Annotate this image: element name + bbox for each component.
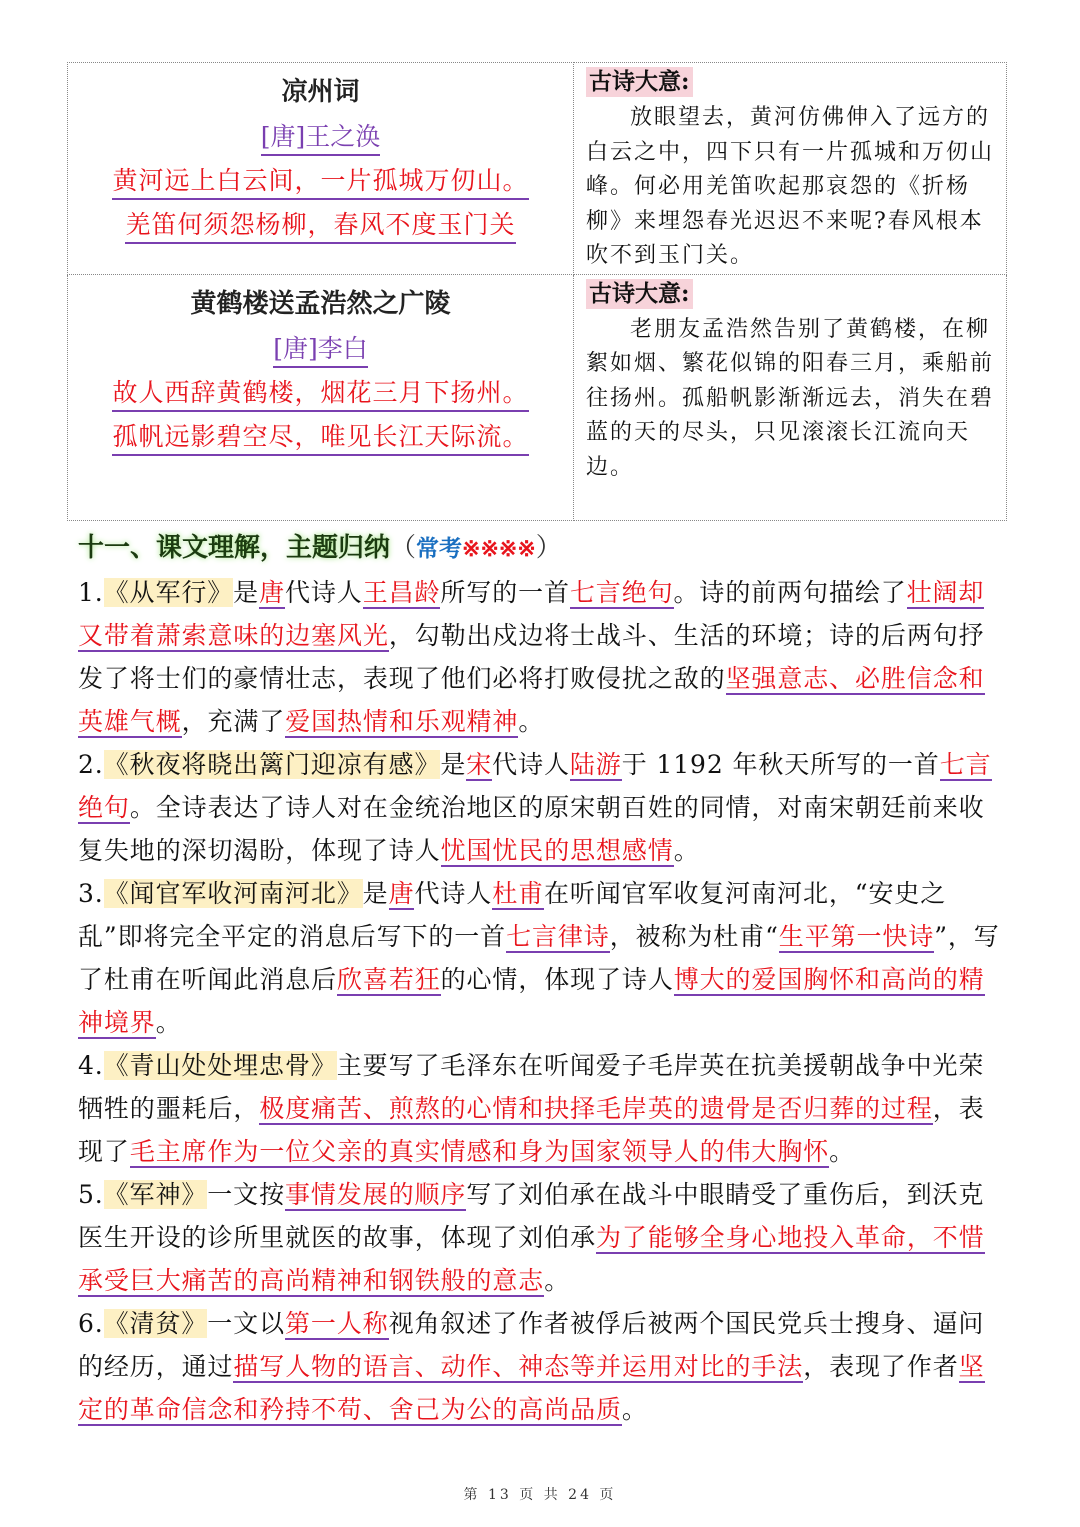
key-point: 生平第一快诗 [778,922,935,951]
key-point: 杜甫 [492,879,544,908]
text-segment: 。诗的前两句描绘了 [673,578,907,607]
text-segment: 的心情，体现了诗人 [440,965,674,994]
text-segment: 一文按 [207,1180,285,1209]
text-title: 《清贫》 [103,1309,208,1338]
poem-table [67,62,1007,521]
text-segment: 2. [78,750,104,779]
frequency-tag: 常考 [416,535,463,562]
text-segment: 。 [518,707,545,736]
key-point: 王昌龄 [362,578,441,607]
text-segment: 。 [155,1008,182,1037]
summary-paragraph [78,872,1004,1044]
text-segment: ，勾勒出戍边将士战斗、生活的环境；诗的后两句抒发了将士们的豪情壮志，表现了他们必将打败侵扰之敌的 [78,621,985,693]
text-segment: ，表现了 [78,1094,985,1166]
text-segment: 代诗人 [492,750,570,779]
key-point: 七言绝句 [569,578,674,607]
text-title: 《从军行》 [103,578,234,607]
text-segment: 1. [78,578,104,607]
text-segment: 。 [673,836,700,865]
poem-line: 黄河远上白云间，一片孤城万仞山。 [112,164,528,200]
key-point: 毛主席作为一位父亲的真实情感和身为国家领导人的伟大胸怀 [129,1137,830,1166]
text-segment: 。 [544,1266,571,1295]
poem-text-cell [68,63,574,275]
key-point: 宋 [466,750,493,779]
poem-meaning: 放眼望去，黄河仿佛伸入了远方的白云之中，四下只有一片孤城和万仞山峰。何必用羌笛吹起那哀怨的《折杨柳》来埋怨春光迟迟不来呢?春风根本吹不到玉门关。 [586,105,995,268]
key-point: 欣喜若狂 [337,965,441,994]
poem-meaning: 老朋友孟浩然告别了黄鹤楼，在柳絮如烟、繁花似锦的阳春三月，乘船前往扬州。孤船帆影渐渐远去，消失在碧蓝的天的尽头，只见滚滚长江流向天边。 [586,316,995,480]
text-segment: 是 [362,879,389,908]
key-point: 坚定的革命信念和矜持不苟、舍己为公的高尚品质 [78,1352,985,1424]
text-title: 《青山处处埋忠骨》 [103,1051,337,1080]
key-point: 壮阔却又带着萧索意味的边塞风光 [78,578,985,650]
poem-author: [唐]王之涣 [261,120,381,156]
text-segment: 。 [829,1137,856,1166]
key-point: 为了能够全身心地投入革命，不惜承受巨大痛苦的高尚精神和钢铁般的意志 [78,1223,985,1295]
text-segment: 在听闻官军收复河南河北，“安史之乱”即将完全平定的消息后写下的一首 [78,879,947,951]
importance-stars: ※※※※ [462,536,536,562]
poem-meaning-cell [574,274,1007,520]
poem-author: [唐]李白 [273,332,368,368]
key-point: 极度痛苦、煎熬的心情和抉择毛岸英的遗骨是否归葬的过程 [259,1094,933,1123]
poem-title: 黄鹤楼送孟浩然之广陵 [190,288,451,319]
meaning-label: 古诗大意: [586,67,693,97]
text-segment: ，被称为杜甫“ [609,922,779,951]
meaning-label: 古诗大意: [586,279,693,309]
summary-paragraphs [78,571,1004,1431]
text-segment: 是 [440,750,467,779]
text-segment: 一文以 [207,1309,285,1338]
poem-line: 故人西辞黄鹤楼，烟花三月下扬州。 [112,376,528,412]
text-segment: ，充满了 [181,707,286,736]
summary-paragraph [78,571,1004,743]
text-title: 《军神》 [103,1180,208,1209]
section-title: 十一、课文理解，主题归纳 [78,533,391,563]
section-heading [78,527,562,564]
key-point: 描写人物的语言、动作、神态等并运用对比的手法 [233,1352,804,1381]
text-segment: 3. [78,879,104,908]
key-point: 陆游 [569,750,622,779]
text-segment: 于 1192 年秋天所写的一首 [621,750,940,779]
poem-line: 孤帆远影碧空尽，唯见长江天际流。 [112,420,528,456]
poem-title: 凉州词 [281,77,360,107]
text-segment: 写了刘伯承在战斗中眼睛受了重伤后，到沃克医生开设的诊所里就医的故事，体现了刘伯承 [78,1180,985,1252]
text-segment: 代诗人 [414,879,493,908]
key-point: 忧国忧民的思想感情 [440,836,674,865]
summary-paragraph [78,1173,1004,1302]
summary-paragraph [78,1044,1004,1173]
key-point: 唐 [388,879,415,908]
text-segment: ，表现了作者 [803,1352,959,1381]
key-point: 坚强意志、必胜信念和英雄气概 [78,664,985,736]
text-segment: 。全诗表达了诗人对在金统治地区的原宋朝百姓的同情，对南宋朝廷前来收复失地的深切渴盼，体现了诗人 [78,793,985,865]
text-segment: 主要写了毛泽东在听闻爱子毛岸英在抗美援朝战争中光荣牺牲的噩耗后， [78,1051,985,1123]
poem-text-cell [68,274,574,520]
text-segment: 代诗人 [284,578,363,607]
text-segment: 。 [621,1395,648,1424]
page-footer: 第 13 页 共 24 页 [463,1487,617,1503]
text-title: 《秋夜将晓出篱门迎凉有感》 [103,750,441,779]
summary-paragraph [78,743,1004,872]
text-segment: 6. [78,1309,104,1338]
key-point: 博大的爱国胸怀和高尚的精神境界 [78,965,985,1037]
text-segment: 5. [78,1180,104,1209]
text-segment: 所写的一首 [440,578,570,607]
poem-meaning-cell [574,63,1007,275]
key-point: 七言绝句 [78,750,992,822]
text-segment: 视角叙述了作者被俘后被两个国民党兵士搜身、逼问的经历，通过 [78,1309,985,1381]
key-point: 唐 [259,578,285,607]
key-point: 爱国热情和乐观精神 [285,707,519,736]
poem-line: 羌笛何须怨杨柳，春风不度玉门关 [125,208,515,244]
key-point: 事情发展的顺序 [284,1180,467,1209]
summary-paragraph [78,1302,1004,1431]
text-segment: ”，写了杜甫在听闻此消息后 [78,922,1000,994]
poem-row [68,274,1007,520]
text-segment: 4. [78,1051,104,1080]
text-title: 《闻官军收河南河北》 [103,879,363,908]
poem-row [68,63,1007,275]
text-segment: 是 [233,578,260,607]
key-point: 七言律诗 [506,922,610,951]
key-point: 第一人称 [284,1309,389,1338]
paren-close: ） [535,533,562,563]
paren-open: （ [390,533,417,563]
